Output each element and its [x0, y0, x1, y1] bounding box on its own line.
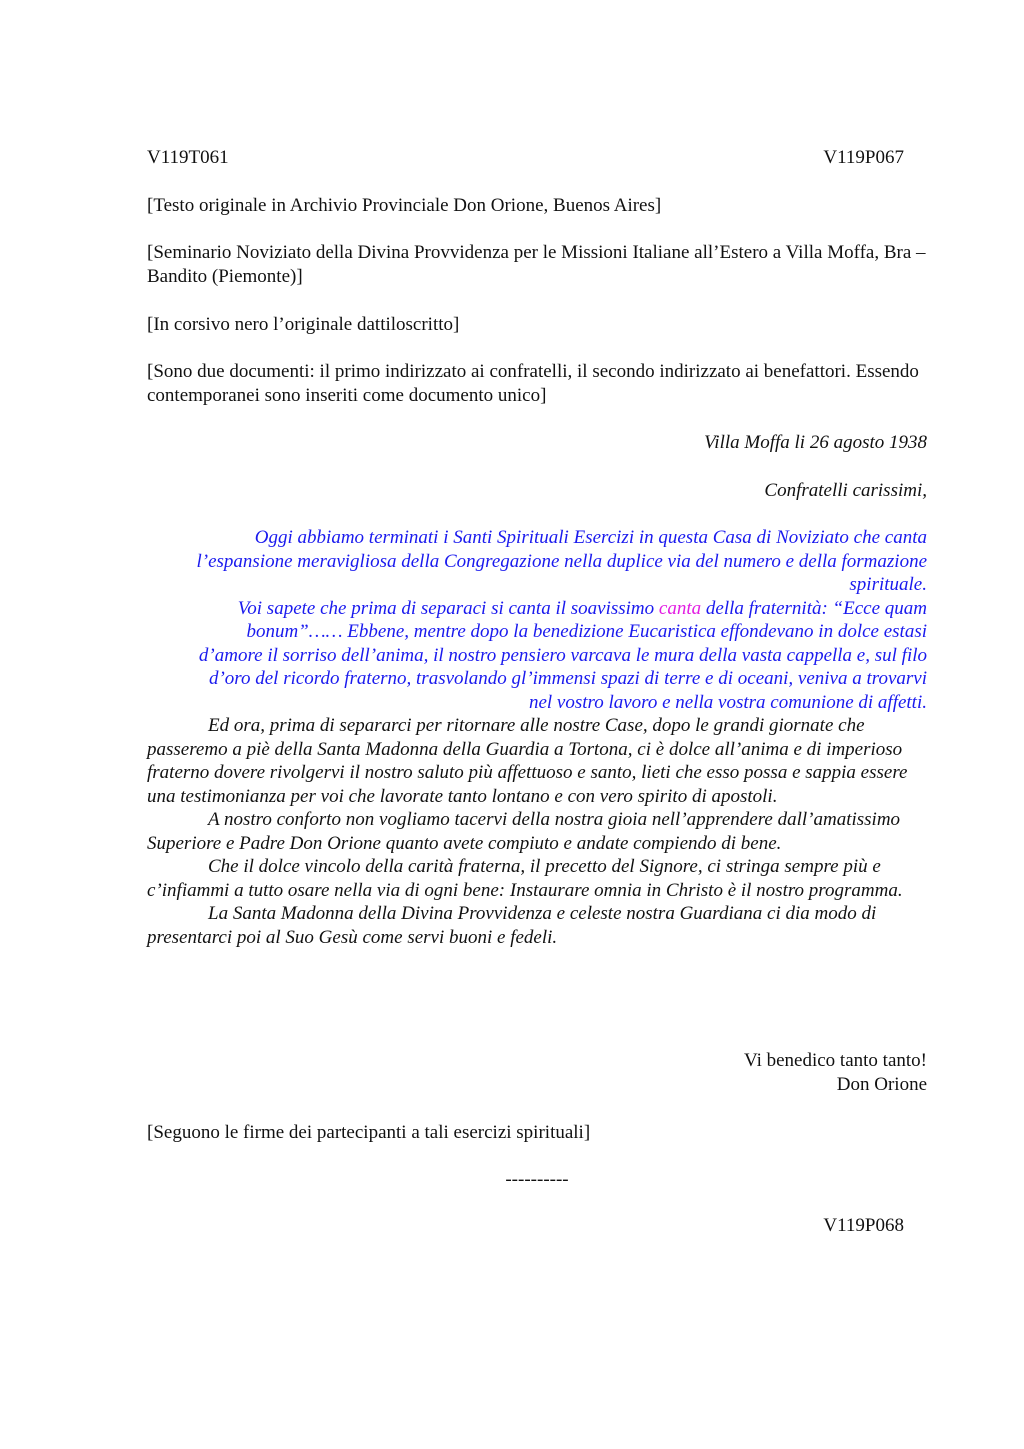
document-code-right: V119P067: [823, 147, 904, 168]
highlighted-word: canta: [658, 597, 702, 619]
salutation: Confratelli carissimi,: [764, 480, 927, 501]
italic-note: [In corsivo nero l’originale dattiloscritto]: [147, 314, 460, 335]
paragraph-5: Che il dolce vincolo della carità fraterna, il precetto del Signore, ci stringa sempre più e c’infiammi a tutto osare nella via di ogni bene: Instaurare omnia in Christo è il nostro programma.: [147, 856, 903, 901]
signature: Don Orione: [836, 1074, 927, 1095]
document-code-left: V119T061: [147, 147, 229, 168]
archive-note: [Testo originale in Archivio Provinciale Don Orione, Buenos Aires]: [147, 195, 662, 216]
letter-body: [147, 526, 927, 949]
document-page: [147, 0, 927, 1449]
blue-paragraph-2-start: Voi sapete che prima di separaci si canta il soavissimo: [237, 597, 659, 619]
place-date: Villa Moffa li 26 agosto 1938: [704, 432, 927, 453]
footer-document-code: V119P068: [823, 1215, 904, 1236]
document-codes-row: [147, 146, 904, 170]
documents-note: [Sono due documenti: il primo indirizzato ai confratelli, il secondo indirizzato ai benefattori. Essendo contemporanei sono inseriti come documento unico]: [147, 361, 919, 406]
paragraph-3: Ed ora, prima di separarci per ritornare alle nostre Case, dopo le grandi giornate che passeremo a piè della Santa Madonna della Guardia a Tortona, ci è dolce all’anima e di imperioso fraterno dovere rivolgervi il nostro saluto più affettuoso e santo, lieti che esso possa e sappia essere una testimonianza per voi che lavorate tanto lontano e con vero spirito di apostoli.: [147, 715, 908, 807]
blue-paragraph-2-end: della fraternità: “Ecce quam bonum”…… Ebbene, mentre dopo la benedizione Eucaristica effondevano in dolce estasi d’amore il sorriso dell’anima, il nostro pensiero varcava le mura della vasta cappella e, sul filo d’oro del ricordo fraterno, trasvolando gl’immensi spazi di terre e di oceani, veniva a trovarvi nel vostro lavoro e nella vostra comunione di affetti.: [198, 597, 927, 713]
closing-line: Vi benedico tanto tanto!: [744, 1050, 927, 1071]
signatures-note: [Seguono le firme dei partecipanti a tali esercizi spirituali]: [147, 1122, 591, 1143]
paragraph-6: La Santa Madonna della Divina Provvidenza e celeste nostra Guardiana ci dia modo di presentarci poi al Suo Gesù come servi buoni e fedeli.: [147, 903, 877, 948]
blue-paragraph-1: Oggi abbiamo terminati i Santi Spirituali Esercizi in questa Casa di Noviziato che canta l’espansione meravigliosa della Congregazione nella duplice via del numero e della formazione spirituale.: [196, 527, 927, 595]
seminary-note: [Seminario Noviziato della Divina Provvidenza per le Missioni Italiane all’Estero a Villa Moffa, Bra – Bandito (Piemonte)]: [147, 242, 926, 287]
paragraph-4: A nostro conforto non vogliamo tacervi della nostra gioia nell’apprendere dall’amatissimo Superiore e Padre Don Orione quanto avete compiuto e andate compiendo di bene.: [147, 809, 901, 854]
blue-paragraph-2: [147, 597, 927, 715]
separator-line: ----------: [505, 1169, 569, 1190]
